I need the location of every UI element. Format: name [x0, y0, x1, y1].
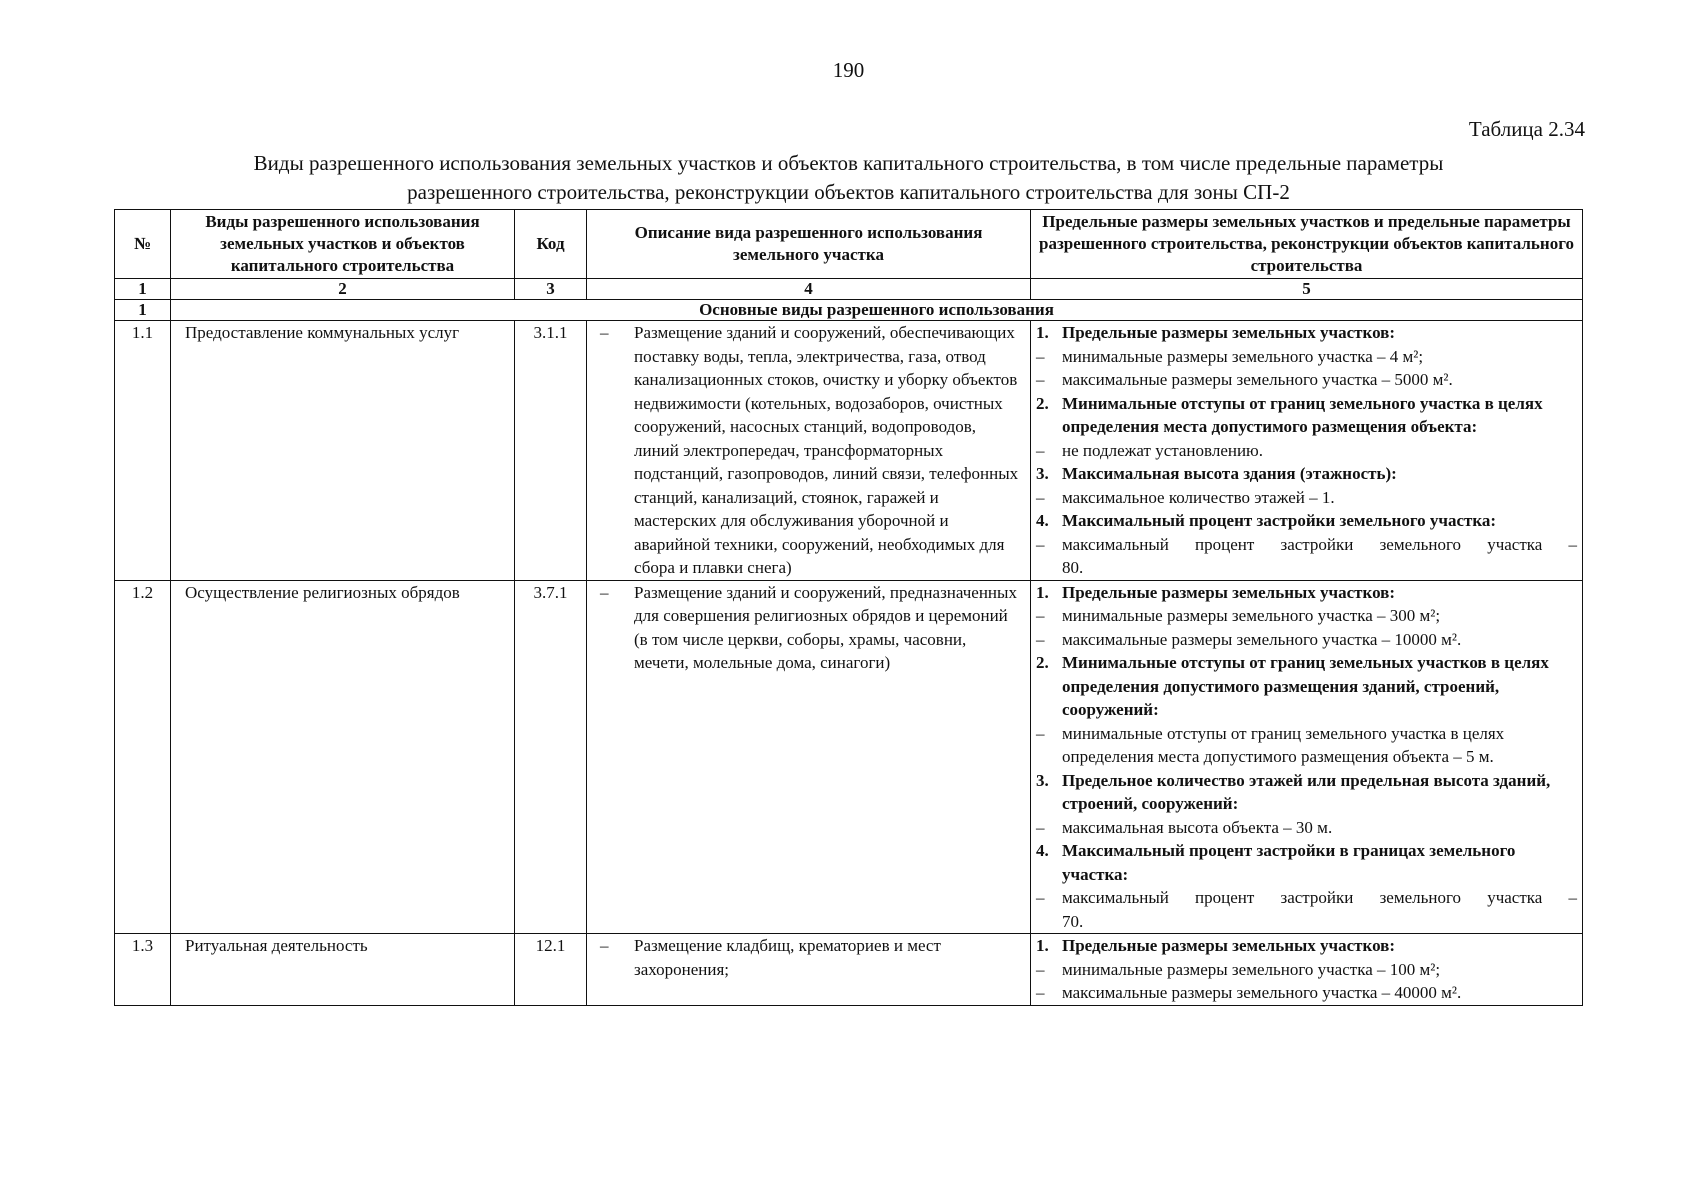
param-number: 2.	[1036, 653, 1049, 672]
dash-marker: –	[1036, 888, 1045, 907]
use-parameters	[1031, 580, 1583, 934]
use-description	[587, 321, 1031, 581]
land-use-table	[114, 209, 1583, 1006]
param-value: не подлежат установлению.	[1062, 440, 1264, 460]
section-row	[115, 300, 1583, 321]
use-description	[587, 580, 1031, 934]
param-value: максимальные размеры земельного участка – 40000 м².	[1062, 983, 1462, 1002]
caption-line: разрешенного строительства, реконструкции объектов капитального строительства для зоны СП-2	[407, 180, 1290, 204]
page-number: 190	[832, 58, 865, 82]
param-number: 1.	[1036, 323, 1049, 342]
header-row	[115, 210, 1583, 279]
param-number: 1.	[1036, 582, 1049, 602]
table-row	[115, 580, 1583, 934]
dash-marker: –	[1036, 606, 1045, 625]
use-type-name: Осуществление религиозных обрядов	[171, 580, 515, 934]
column-number: 1	[115, 279, 171, 300]
param-heading: Максимальный процент застройки в границах земельного участка:	[1062, 841, 1516, 884]
header-types: Виды разрешенного использования земельных участков и объектов капитального строительства	[171, 210, 515, 279]
dash-marker: –	[1036, 983, 1045, 1002]
use-description	[587, 934, 1031, 1006]
use-type-name: Предоставление коммунальных услуг	[171, 321, 515, 581]
table-caption	[116, 149, 1581, 207]
param-value: 80.	[1062, 558, 1084, 577]
header-num: №	[115, 210, 171, 279]
param-heading: Максимальный процент застройки земельного участка:	[1062, 511, 1497, 530]
param-value: минимальные отступы от границ земельного участка в целях определения места допустимого размещения объекта – 5 м.	[1062, 723, 1505, 766]
row-number: 1.2	[115, 580, 171, 934]
param-heading: Максимальная высота здания (этажность):	[1062, 464, 1397, 483]
table-label: Таблица 2.34	[1468, 117, 1585, 141]
dash-marker: –	[1036, 370, 1045, 389]
use-code: 12.1	[515, 934, 587, 1006]
dash-marker: –	[1036, 817, 1045, 837]
use-code: 3.7.1	[515, 580, 587, 934]
dash-marker: –	[1036, 723, 1045, 743]
param-heading: Минимальные отступы от границ земельного участка в целях определения места допустимого размещения объекта:	[1062, 393, 1543, 436]
description-text: Размещение кладбищ, крематориев и мест захоронения;	[634, 936, 941, 979]
use-code: 3.1.1	[515, 321, 587, 581]
param-value: максимальная высота объекта – 30 м.	[1062, 817, 1333, 837]
table-row	[115, 934, 1583, 1006]
dash-marker: –	[1036, 440, 1045, 460]
param-value: минимальные размеры земельного участка – 100 м²;	[1062, 959, 1441, 979]
param-number: 4.	[1036, 841, 1049, 860]
use-type-name: Ритуальная деятельность	[171, 934, 515, 1006]
column-number-row	[115, 279, 1583, 300]
use-parameters	[1031, 321, 1583, 581]
param-value: максимальные размеры земельного участка – 10000 м².	[1062, 629, 1462, 649]
dash-marker: –	[1036, 487, 1045, 507]
row-number: 1.1	[115, 321, 171, 581]
param-heading: Минимальные отступы от границ земельных участков в целях определения допустимого размещения зданий, строений, сооружений:	[1062, 653, 1549, 719]
dash-marker: –	[600, 323, 609, 342]
param-value: 70.	[1062, 911, 1084, 931]
dash-marker: –	[1036, 959, 1045, 979]
param-number: 3.	[1036, 464, 1049, 483]
param-number: 2.	[1036, 393, 1049, 413]
param-value: максимальные размеры земельного участка – 5000 м².	[1062, 370, 1453, 389]
param-heading: Предельное количество этажей или предельная высота зданий, строений, сооружений:	[1062, 770, 1551, 813]
param-number: 1.	[1036, 936, 1049, 955]
header-description: Описание вида разрешенного использования земельного участка	[587, 210, 1031, 279]
section-title: Основные виды разрешенного использования	[171, 300, 1583, 321]
dash-marker: –	[1036, 629, 1045, 649]
param-heading: Предельные размеры земельных участков:	[1062, 582, 1396, 602]
dash-marker: –	[1036, 346, 1045, 366]
dash-marker: –	[1036, 534, 1045, 554]
param-value: максимальный процент застройки земельного участка –	[1062, 888, 1577, 907]
param-heading: Предельные размеры земельных участков:	[1062, 323, 1396, 342]
table-row	[115, 321, 1583, 581]
column-number: 2	[171, 279, 515, 300]
header-code: Код	[515, 210, 587, 279]
description-text: Размещение зданий и сооружений, обеспечивающих поставку воды, тепла, электричества, газа, отвод канализационных стоков, очистку и уборку объектов недвижимости (котельных, водозаборов, очистных сооружений, насосных станций, водопроводов, линий электропередач, трансформаторных подстанций, газопроводов, линий связи, телефонных станций, канализаций, стоянок, гаражей и мастерских для обслуживания уборочной и аварийной техники, сооружений, необходимых для сбора и плавки снега)	[634, 323, 1019, 577]
caption-line: Виды разрешенного использования земельных участков и объектов капитального строительства, в том числе предельные параметры	[253, 151, 1444, 175]
dash-marker: –	[600, 582, 609, 602]
param-value: минимальные размеры земельного участка – 300 м²;	[1062, 606, 1441, 625]
column-number: 4	[587, 279, 1031, 300]
param-value: максимальный процент застройки земельного участка –	[1062, 534, 1577, 554]
param-number: 3.	[1036, 770, 1049, 790]
param-heading: Предельные размеры земельных участков:	[1062, 936, 1396, 955]
row-number: 1.3	[115, 934, 171, 1006]
column-number: 5	[1031, 279, 1583, 300]
dash-marker: –	[600, 936, 609, 955]
param-number: 4.	[1036, 511, 1049, 530]
param-value: минимальные размеры земельного участка – 4 м²;	[1062, 346, 1424, 366]
description-text: Размещение зданий и сооружений, предназначенных для совершения религиозных обрядов и церемоний (в том числе церкви, соборы, храмы, часовни, мечети, молельные дома, синагоги)	[634, 582, 1017, 672]
column-number: 3	[515, 279, 587, 300]
section-num: 1	[115, 300, 171, 321]
header-params: Предельные размеры земельных участков и предельные параметры разрешенного строительства, реконструкции объектов капитального строительства	[1031, 210, 1583, 279]
param-value: максимальное количество этажей – 1.	[1062, 487, 1335, 507]
use-parameters	[1031, 934, 1583, 1006]
